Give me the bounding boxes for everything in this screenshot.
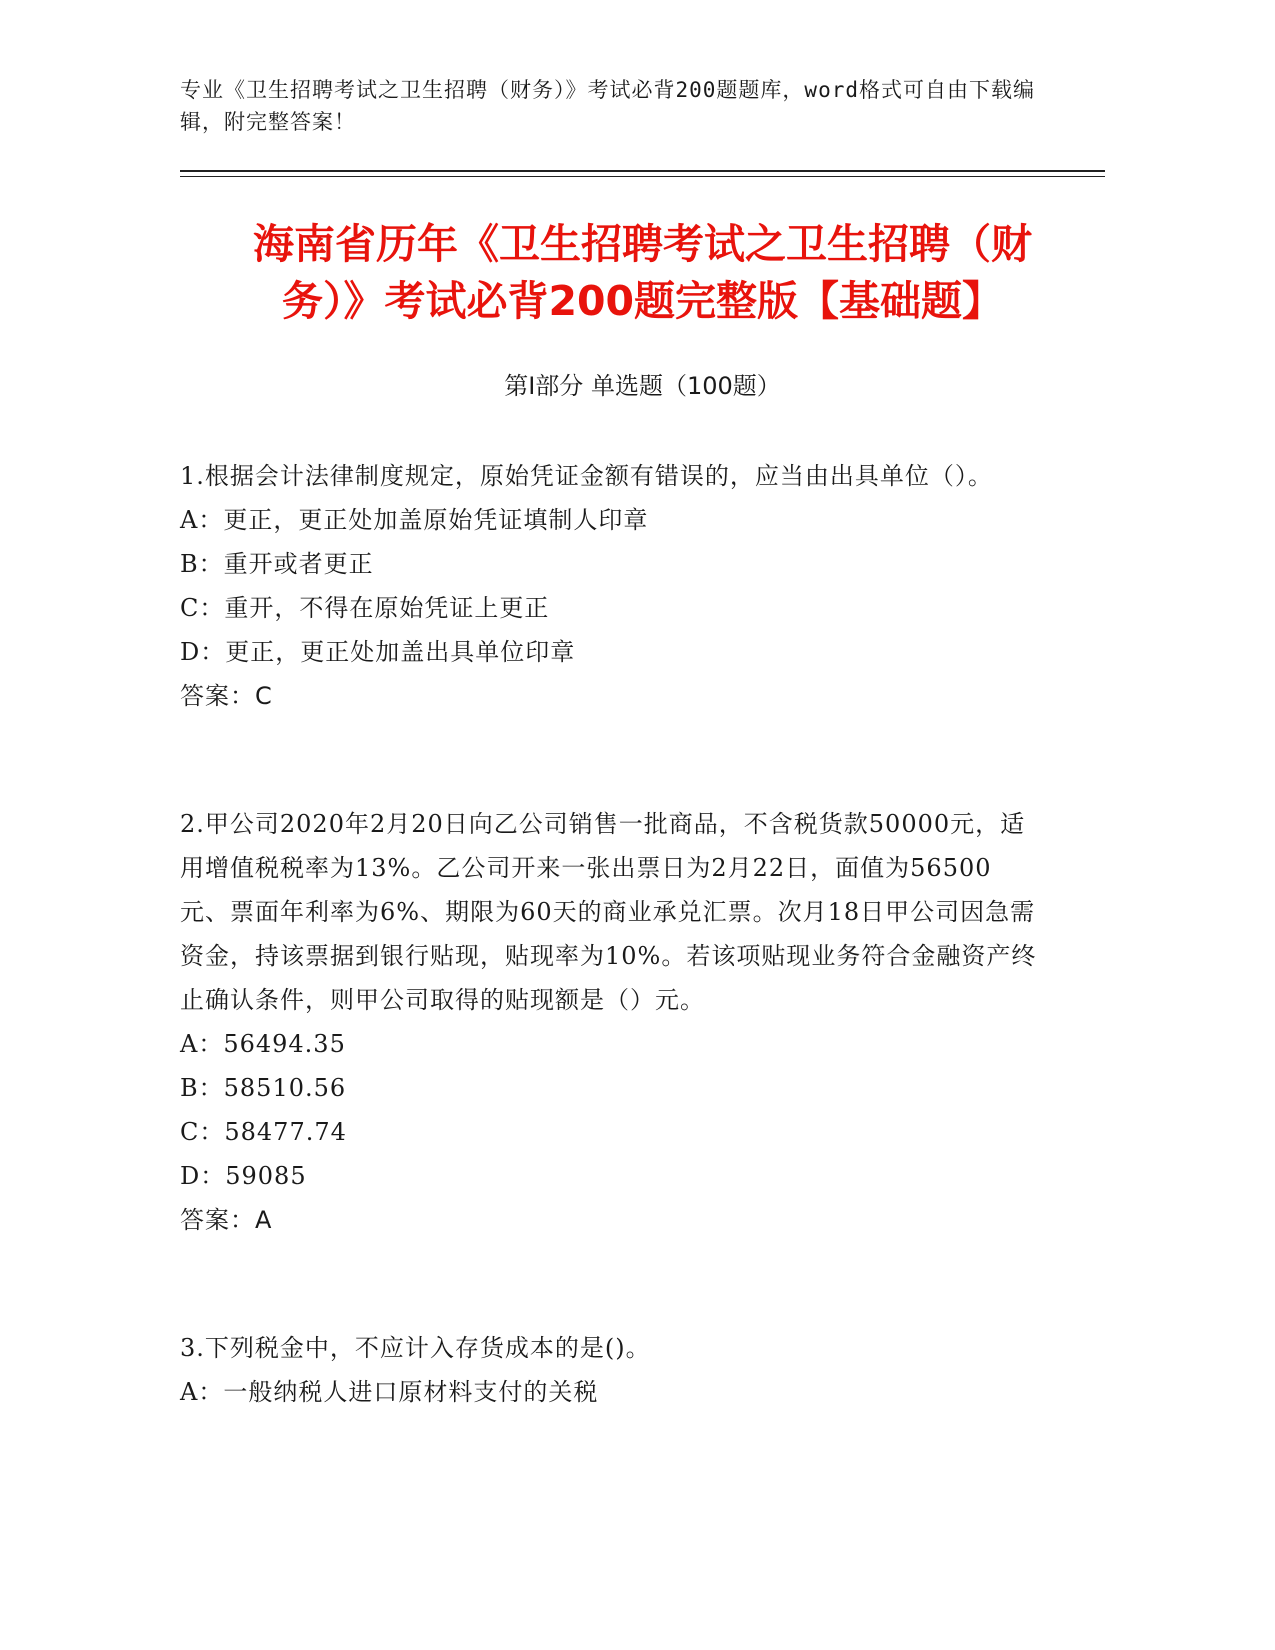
question-text: 1.根据会计法律制度规定，原始凭证金额有错误的，应当由出具单位（）。 xyxy=(180,462,993,490)
option-b: B：58510.56 xyxy=(180,1074,347,1102)
option-d: D：59085 xyxy=(180,1162,307,1190)
question-text: 3.下列税金中，不应计入存货成本的是()。 xyxy=(180,1334,651,1362)
option-d: D：更正，更正处加盖出具单位印章 xyxy=(180,638,576,666)
question-1 xyxy=(180,454,1040,718)
question-3 xyxy=(180,1326,1040,1414)
option-a: A：一般纳税人进口原材料支付的关税 xyxy=(180,1378,599,1406)
option-c: C：重开，不得在原始凭证上更正 xyxy=(180,594,550,622)
header-note: 专业《卫生招聘考试之卫生招聘（财务）》考试必背200题题库，word格式可自由下载编辑，附完整答案！ xyxy=(180,78,1035,134)
option-a: A：更正，更正处加盖原始凭证填制人印章 xyxy=(180,506,649,534)
document-title xyxy=(180,216,1105,330)
option-b: B：重开或者更正 xyxy=(180,550,374,578)
option-c: C：58477.74 xyxy=(180,1118,347,1146)
title-line-2: 务）》考试必背200题完整版【基础题】 xyxy=(281,277,1004,325)
answer: 答案：A xyxy=(180,1206,273,1234)
header-divider-thick xyxy=(180,170,1105,172)
answer: 答案：C xyxy=(180,682,273,710)
question-text: 2.甲公司2020年2月20日向乙公司销售一批商品，不含税货款50000元，适用增值税税率为13%。乙公司开来一张出票日为2月22日，面值为56500元、票面年利率为6%、期限为60天的商业承兑汇票。次月18日甲公司因急需资金，持该票据到银行贴现，贴现率为10%。若该项贴现业务符合金融资产终止确认条件，则甲公司取得的贴现额是（）元。 xyxy=(180,810,1037,1014)
section-title: 第Ⅰ部分 单选题（100题） xyxy=(504,372,781,400)
header-divider-thin xyxy=(180,176,1105,177)
title-line-1: 海南省历年《卫生招聘考试之卫生招聘（财 xyxy=(253,220,1032,268)
option-a: A：56494.35 xyxy=(180,1030,346,1058)
question-2 xyxy=(180,802,1040,1242)
